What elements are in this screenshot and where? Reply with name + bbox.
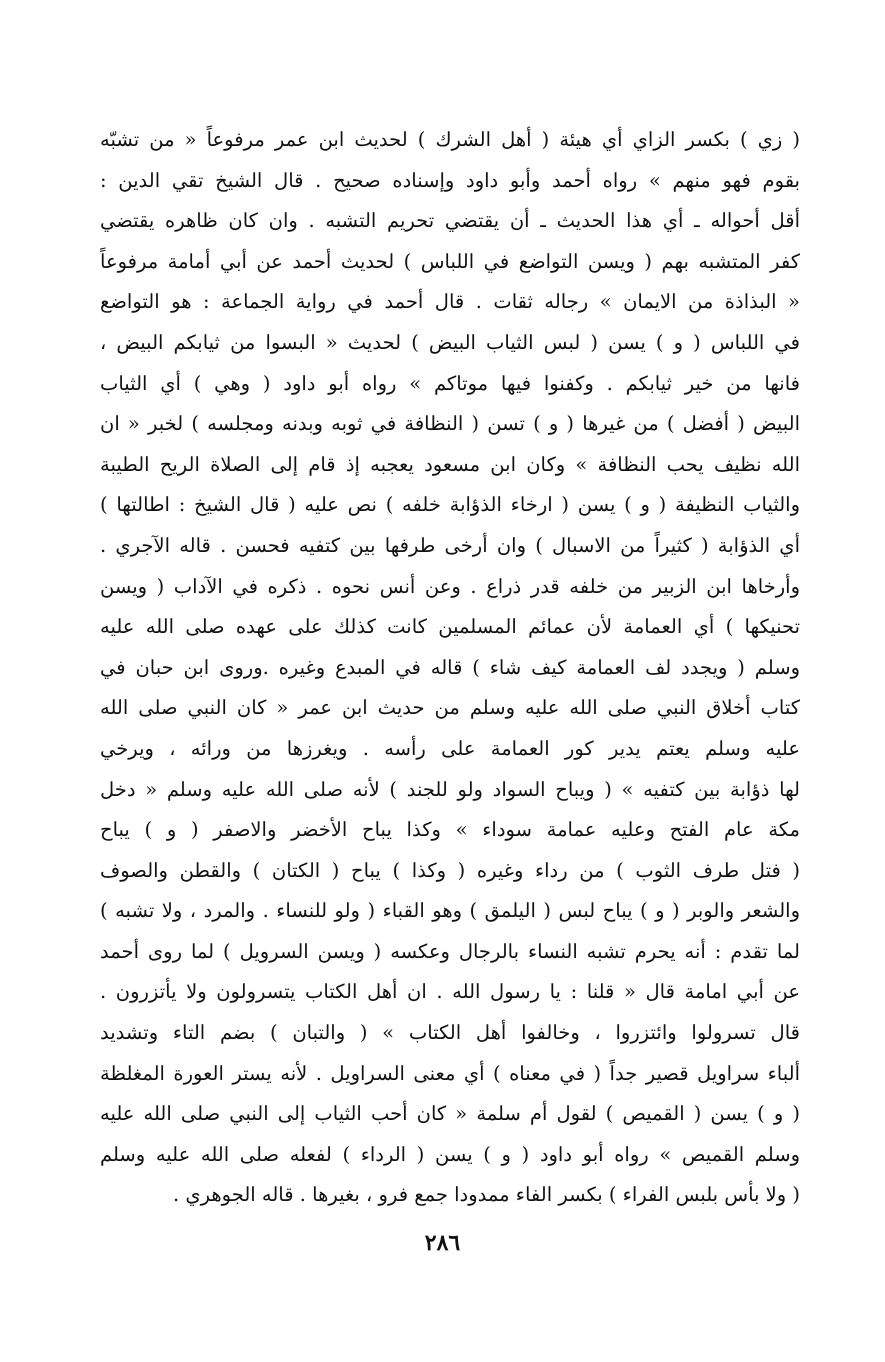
text-line: الله نظيف يحب النظافة » وكان ابن مسعود يعجبه إذ قام إلى الصلاة الريح الطيبة [100,452,800,476]
text-line: ألباء سراويل قصير جداً ( في معناه ) أي معنى السراويل . لأنه يستر العورة المغلظة [100,1061,800,1085]
text-line: ( زي ) بكسر الزاي أي هيئة ( أهل الشرك ) لحديث ابن عمر مرفوعاً « من تشبّه [100,128,800,151]
text-line: كتاب أخلاق النبي صلى الله عليه وسلم من حديث ابن عمر « كان النبي صلى الله [100,696,800,720]
page-number: ٢٨٦ [424,1230,461,1256]
text-line: ( ولا بأس بلبس الفراء ) بكسر الفاء ممدودا جمع فرو ، بغيرها . قاله الجوهري . [172,1183,800,1207]
text-line: لما تقدم : أنه يحرم تشبه النساء بالرجال وعكسه ( ويسن السرويل ) لما روى أحمد [100,939,800,963]
text-line: وسلم ( ويجدد لف العمامة كيف شاء ) قاله في المبدع وغيره .وروى ابن حبان في [100,655,800,679]
text-line: ( و ) يسن ( القميص ) لقول أم سلمة « كان أحب الثياب إلى النبي صلى الله عليه [100,1102,800,1126]
text-line: كفر المتشبه بهم ( ويسن التواضع في اللباس ) لحديث أحمد عن أبي أمامة مرفوعاً [100,249,800,273]
text-line: وسلم القميص » رواه أبو داود ( و ) يسن ( الرداء ) لفعله صلى الله عليه وسلم [100,1142,800,1166]
text-line: قال تسرولوا وائتزروا ، وخالفوا أهل الكتاب » ( والتبان ) بضم التاء وتشديد [100,1021,800,1045]
text-line: بقوم فهو منهم » رواه أحمد وأبو داود وإسناده صحيح . قال الشيخ تقي الدين : [100,168,800,192]
text-line: لها ذؤابة بين كتفيه » ( ويباح السواد ولو للجند ) لأنه صلى الله عليه وسلم « دخل [100,777,800,801]
text-line: والثياب النظيفة ( و ) يسن ( ارخاء الذؤابة خلفه ) نص عليه ( قال الشيخ : اطالتها ) [100,493,800,517]
text-line: وأرخاها ابن الزبير من خلفه قدر ذراع . وعن أنس نحوه . ذكره في الآداب ( ويسن [100,574,800,598]
text-line: « البذاذة من الايمان » رجاله ثقات . قال أحمد في رواية الجماعة : هو التواضع [100,290,800,314]
text-line: أقل أحواله ـ أي هذا الحديث ـ أن يقتضي تحريم التشبه . وان كان ظاهره يقتضي [100,209,800,233]
text-line: ( فتل طرف الثوب ) من رداء وغيره ( وكذا ) يباح ( الكتان ) والقطن والصوف [100,858,800,882]
text-line: عن أبي امامة قال « قلنا : يا رسول الله . ان أهل الكتاب يتسرولون ولا يأتزرون . [100,980,800,1004]
text-line: والشعر والوبر ( و ) يباح لبس ( اليلمق ) وهو القباء ( ولو للنساء . والمرد ، ولا تشبه ) [100,899,800,923]
text-line: فانها من خير ثيابكم . وكفنوا فيها موتاكم » رواه أبو داود ( وهي ) أي الثياب [100,371,800,395]
text-line: مكة عام الفتح وعليه عمامة سوداء » وكذا يباح الأخضر والاصفر ( و ) يباح [100,818,800,842]
text-line: عليه وسلم يعتم يدير كور العمامة على رأسه . ويغرزها من ورائه ، ويرخي [100,736,800,760]
text-line: أي الذؤابة ( كثيراً من الاسبال ) وان أرخى طرفها بين كتفيه فحسن . قاله الآجري . [100,533,800,557]
body-text [100,120,800,1216]
text-line: تحنيكها ) أي العمامة لأن عمائم المسلمين كانت كذلك على عهده صلى الله عليه [100,615,800,639]
text-line: في اللباس ( و ) يسن ( لبس الثياب البيض ) لحديث « البسوا من ثيابكم البيض ، [100,330,800,354]
text-line: البيض ( أفضل ) من غيرها ( و ) تسن ( النظافة في ثوبه وبدنه ومجلسه ) لخبر « ان [100,412,800,436]
